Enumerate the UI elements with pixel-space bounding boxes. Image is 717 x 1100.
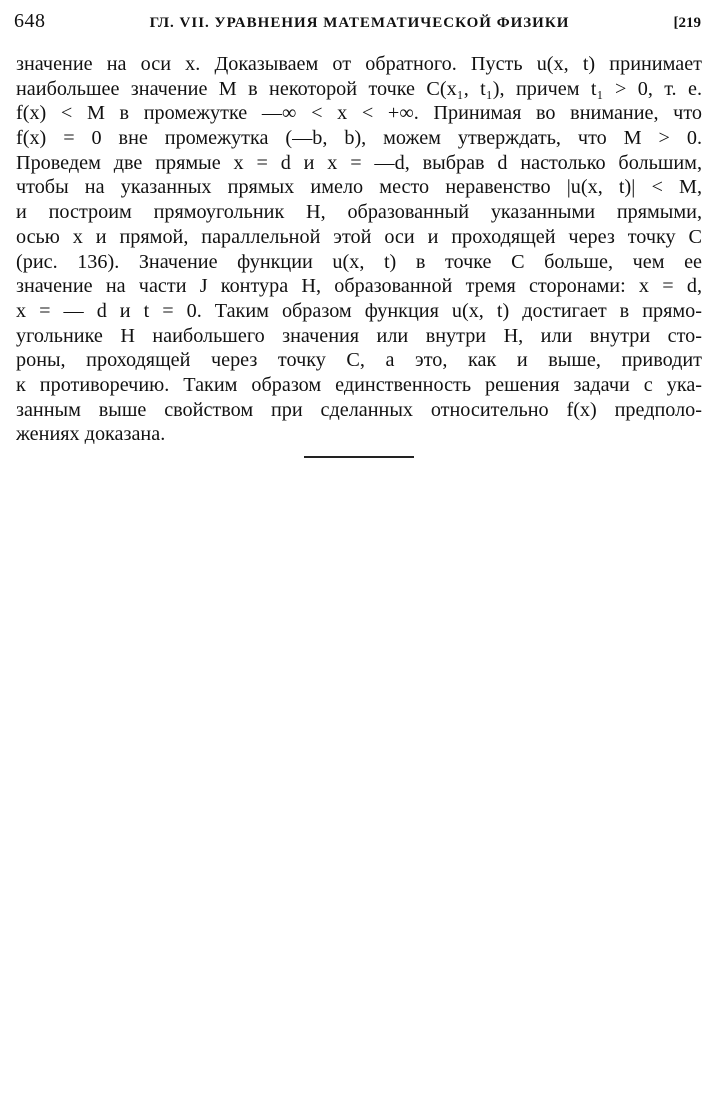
running-title: ГЛ. VII. УРАВНЕНИЯ МАТЕМАТИЧЕСКОЙ ФИЗИКИ xyxy=(149,15,570,31)
text-line: Проведем две прямые x = d и x = —d, выбрав d настолько большим, xyxy=(16,151,702,174)
text-line: чтобы на указанных прямых имело место неравенство |u(x, t)| < M, xyxy=(16,176,702,199)
text-line: значение на оси x. Доказываем от обратного. Пусть u(x, t) принимает xyxy=(16,53,702,75)
text-line: наибольшее значение M в некоторой точке C(x₁, t₁), причем t₁ > 0, т. е. xyxy=(16,77,702,100)
text-line: занным выше свойством при сделанных относительно f(x) предполо- xyxy=(16,398,702,421)
text-line: роны, проходящей через точку C, а это, как и выше, приводит xyxy=(16,349,702,372)
text-line: и построим прямоугольник H, образованный указанными прямыми, xyxy=(16,201,702,224)
page-header xyxy=(14,10,701,40)
text-line: f(x) < M в промежутке —∞ < x < +∞. Принимая во внимание, что xyxy=(16,102,702,125)
body-paragraph xyxy=(16,52,702,447)
end-separator-rule xyxy=(304,456,414,458)
text-line: осью x и прямой, параллельной этой оси и проходящей через точку C xyxy=(16,225,702,248)
text-line: жениях доказана. xyxy=(16,423,166,446)
section-number: [219 xyxy=(673,15,701,31)
page-number: 648 xyxy=(14,10,46,32)
text-line: значение на части J контура H, образованной тремя сторонами: x = d, xyxy=(16,275,702,298)
text-line: угольнике H наибольшего значения или внутри H, или внутри сто- xyxy=(16,324,702,347)
text-line: (рис. 136). Значение функции u(x, t) в точке C больше, чем ее xyxy=(16,250,702,273)
text-line: f(x) = 0 вне промежутка (—b, b), можем утверждать, что M > 0. xyxy=(16,127,702,150)
text-line: к противоречию. Таким образом единственность решения задачи с ука- xyxy=(16,373,702,396)
text-line: x = — d и t = 0. Таким образом функция u(x, t) достигает в прямо- xyxy=(16,299,702,322)
